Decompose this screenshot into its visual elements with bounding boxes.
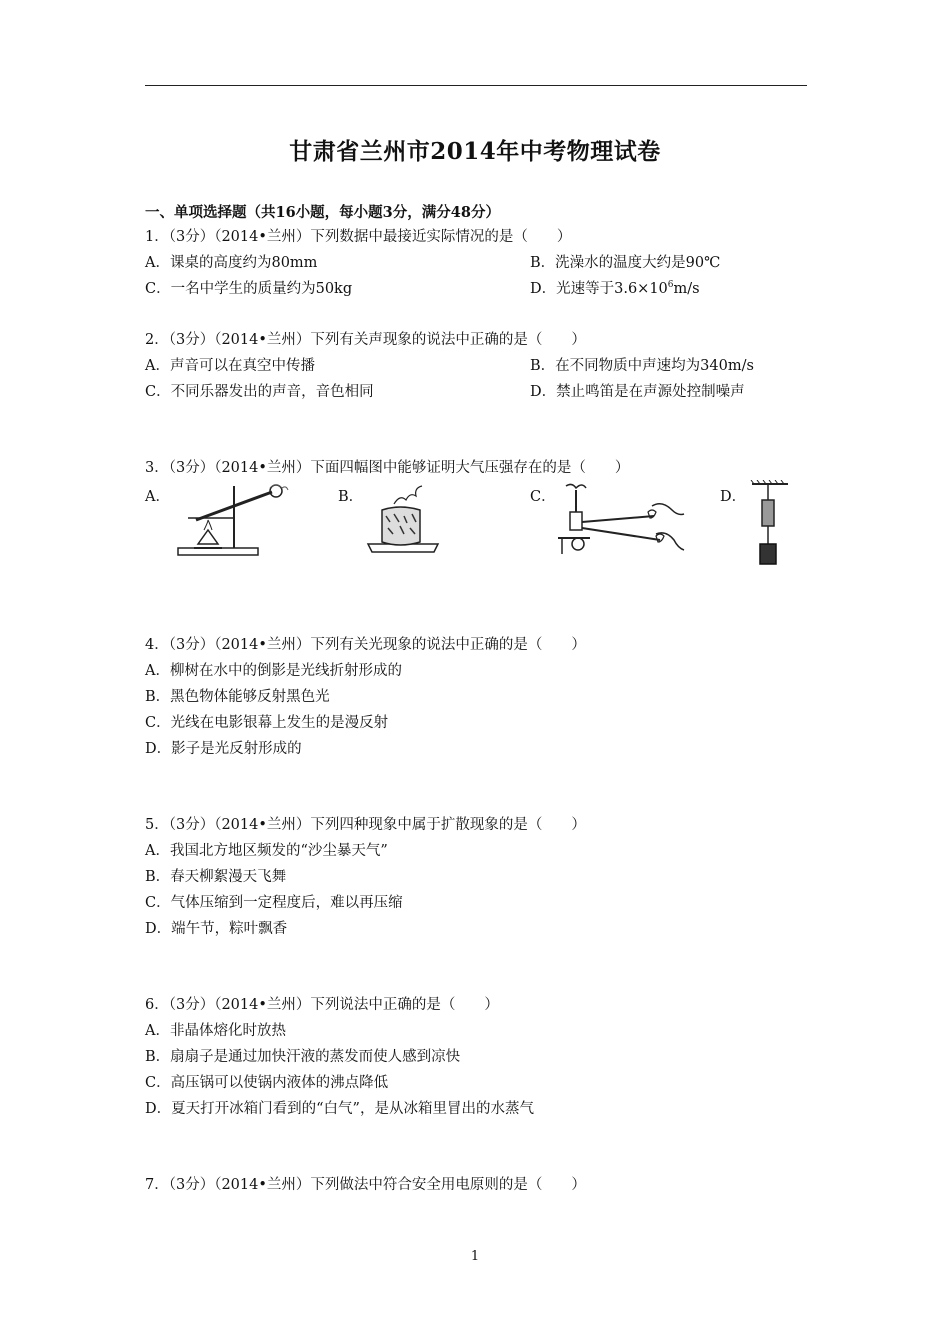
question-6-option-b: B．扇扇子是通过加快汗液的蒸发而使人感到凉快 xyxy=(145,1049,461,1065)
question-6-stem: 6．（3分）（2014•兰州）下列说法中正确的是（ ） xyxy=(145,997,499,1013)
question-1-stem: 1．（3分）（2014•兰州）下列数据中最接近实际情况的是（ ） xyxy=(145,229,572,245)
header-rule xyxy=(145,85,807,86)
question-3-option-b: B． xyxy=(338,489,364,505)
question-6-option-d: D．夏天打开冰箱门看到的“白气”，是从冰箱里冒出的水蒸气 xyxy=(145,1101,534,1117)
question-4-option-b: B．黑色物体能够反射黑色光 xyxy=(145,689,330,705)
question-1-option-b: B．洗澡水的温度大约是90℃ xyxy=(530,255,721,271)
question-5-option-b: B．春天柳絮漫天飞舞 xyxy=(145,869,287,885)
question-5-option-a: A．我国北方地区频发的“沙尘暴天气” xyxy=(145,843,388,859)
question-3-option-a: A． xyxy=(145,489,170,505)
question-5-stem: 5．（3分）（2014•兰州）下列四种现象中属于扩散现象的是（ ） xyxy=(145,817,586,833)
question-1-option-a: A．课桌的高度约为80mm xyxy=(145,255,318,271)
page-number: 1 xyxy=(470,1249,480,1264)
question-3-option-d: D． xyxy=(720,489,747,505)
question-2-stem: 2．（3分）（2014•兰州）下列有关声现象的说法中正确的是（ ） xyxy=(145,332,586,348)
question-2-option-c: C．不同乐器发出的声音，音色相同 xyxy=(145,384,374,400)
section-heading: 一、单项选择题（共16小题，每小题3分，满分48分） xyxy=(145,204,500,221)
question-5-option-c: C．气体压缩到一定程度后，难以再压缩 xyxy=(145,895,403,911)
figure-d-hanging-weights xyxy=(748,480,792,568)
figure-c-pulling-experiment xyxy=(556,478,688,566)
question-4-option-d: D．影子是光反射形成的 xyxy=(145,741,302,757)
question-3-stem: 3．（3分）（2014•兰州）下面四幅图中能够证明大气压强存在的是（ ） xyxy=(145,460,630,476)
question-6-option-a: A．非晶体熔化时放热 xyxy=(145,1023,286,1039)
question-4-option-a: A．柳树在水中的倒影是光线折射形成的 xyxy=(145,663,402,679)
question-2-option-a: A．声音可以在真空中传播 xyxy=(145,358,315,374)
figure-b-can-experiment xyxy=(364,480,444,554)
question-4-option-c: C．光线在电影银幕上发生的是漫反射 xyxy=(145,715,389,731)
figure-a-heating-apparatus xyxy=(172,478,292,560)
question-5-option-d: D．端午节，粽叶飘香 xyxy=(145,921,288,937)
question-1-option-d: D．光速等于$3.6\times 10^6m/s$ xyxy=(530,280,700,297)
question-2-option-d: D．禁止鸣笛是在声源处控制噪声 xyxy=(530,384,745,400)
question-4-stem: 4．（3分）（2014•兰州）下列有关光现象的说法中正确的是（ ） xyxy=(145,637,586,653)
page-title: 甘肃省兰州市2014年中考物理试卷 xyxy=(289,138,661,165)
question-1-option-c: C．一名中学生的质量约为50kg xyxy=(145,281,353,297)
question-2-option-b: B．在不同物质中声速均为340m/s xyxy=(530,358,754,374)
question-6-option-c: C．高压锅可以使锅内液体的沸点降低 xyxy=(145,1075,389,1091)
question-7-stem: 7．（3分）（2014•兰州）下列做法中符合安全用电原则的是（ ） xyxy=(145,1177,586,1193)
question-3-option-c: C． xyxy=(530,489,556,505)
